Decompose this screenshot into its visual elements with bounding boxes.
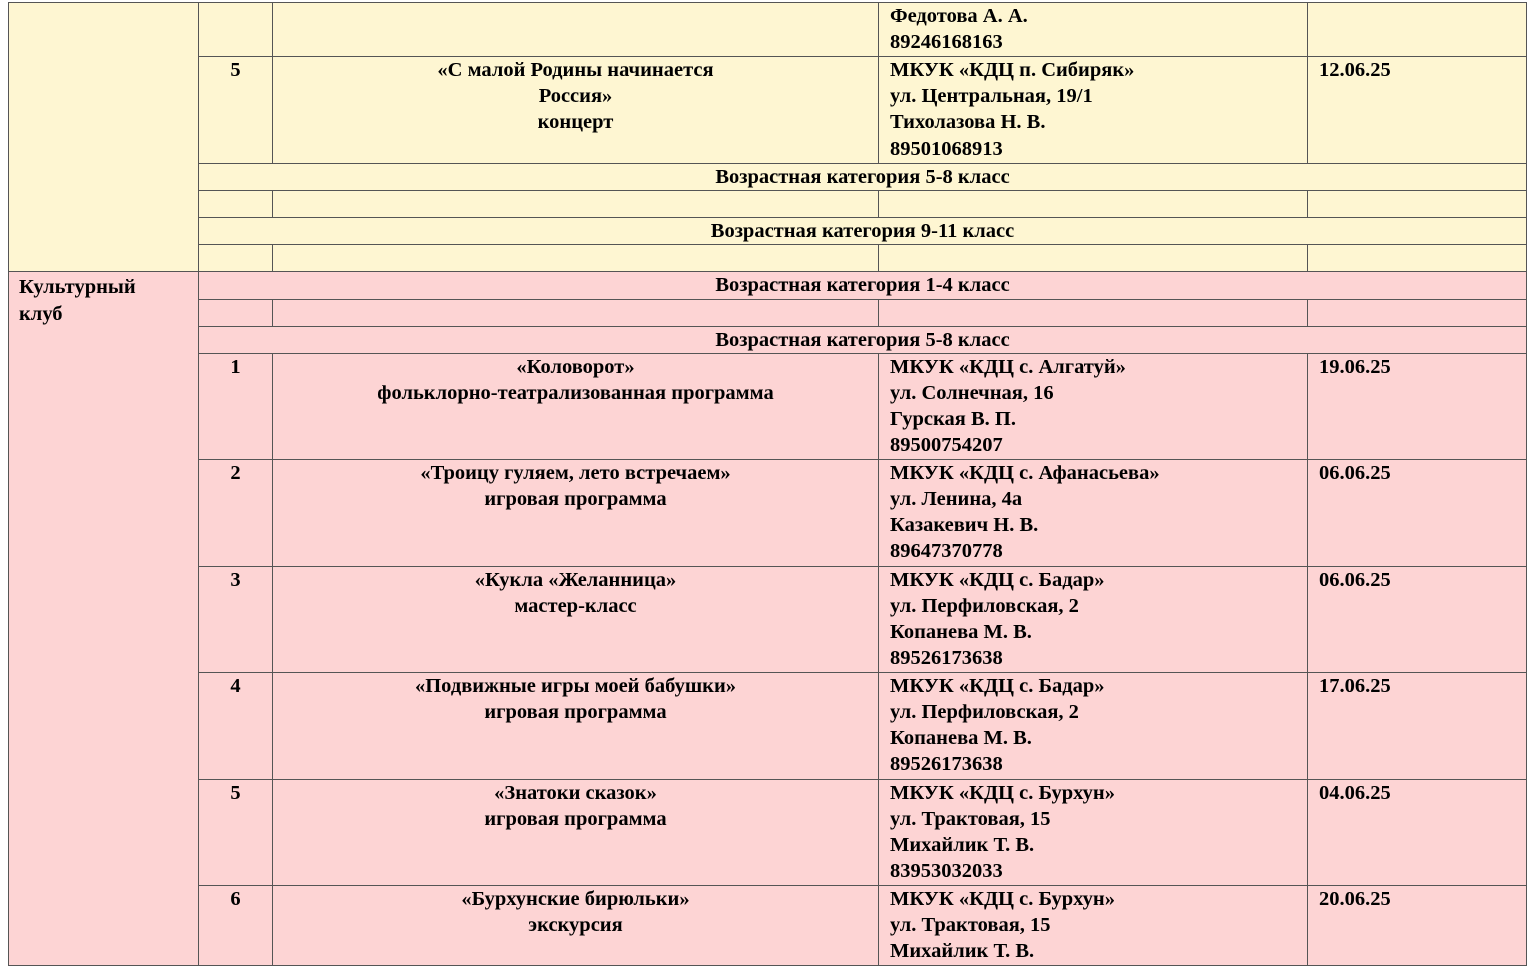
empty-row [9, 191, 1527, 218]
section-cell-previous [9, 3, 199, 272]
venue-line: ул. Солнечная, 16 [890, 382, 1054, 405]
table-row [9, 885, 1527, 965]
event-title-cell [273, 885, 879, 965]
venue-line: Тихолазова Н. В. [890, 111, 1046, 134]
row-number: 3 [199, 566, 273, 672]
event-type-line: игровая программа [484, 808, 667, 831]
section-cell-cultural-club [9, 272, 199, 965]
venue-cell [879, 353, 1308, 459]
table-row [9, 459, 1527, 566]
empty-cell [1308, 245, 1527, 272]
event-title-line: «Бурхунские бирюльки» [461, 887, 690, 910]
row-number: 2 [199, 459, 273, 566]
empty-cell [1308, 191, 1527, 218]
venue-line: 89526173638 [890, 647, 1003, 670]
venue-cell [879, 3, 1308, 57]
age-category-heading: Возрастная категория 1-4 класс [199, 272, 1527, 299]
venue-line: МКУК «КДЦ с. Бадар» [890, 568, 1105, 591]
venue-cell [879, 885, 1308, 965]
venue-line: 89501068913 [890, 137, 1003, 160]
venue-line: ул. Центральная, 19/1 [890, 85, 1093, 108]
table-row [9, 566, 1527, 672]
event-date: 04.06.25 [1308, 779, 1527, 885]
event-type-line: концерт [537, 111, 614, 134]
events-table [8, 2, 1527, 966]
venue-line: Михайлик Т. В. [890, 834, 1035, 857]
event-date: 19.06.25 [1308, 353, 1527, 459]
empty-cell [273, 245, 879, 272]
row-number: 6 [199, 885, 273, 965]
venue-line: МКУК «КДЦ п. Сибиряк» [890, 59, 1135, 81]
event-title-cell [273, 672, 879, 779]
category-row [9, 272, 1527, 299]
empty-cell [1308, 299, 1527, 326]
event-type-line: игровая программа [484, 488, 667, 511]
age-category-heading: Возрастная категория 5-8 класс [199, 326, 1527, 353]
event-title-line: «Подвижные игры моей бабушки» [414, 674, 737, 697]
category-row [9, 218, 1527, 245]
empty-row [9, 245, 1527, 272]
empty-row [9, 299, 1527, 326]
venue-line: Гурская В. П. [890, 408, 1016, 431]
event-date: 17.06.25 [1308, 672, 1527, 779]
empty-cell [879, 245, 1308, 272]
table-row [9, 3, 1527, 57]
venue-line: Копанева М. В. [890, 621, 1032, 644]
category-row [9, 164, 1527, 191]
row-number: 5 [199, 57, 273, 164]
venue-line: 89526173638 [890, 753, 1003, 776]
event-type-line: игровая программа [484, 701, 667, 724]
event-title-line: «Троицу гуляем, лето встречаем» [420, 461, 731, 484]
empty-cell [879, 191, 1308, 218]
venue-cell [879, 672, 1308, 779]
event-date: 12.06.25 [1308, 57, 1527, 164]
empty-cell [273, 299, 879, 326]
venue-line: ул. Перфиловская, 2 [890, 701, 1079, 724]
age-category-heading: Возрастная категория 9-11 класс [199, 218, 1527, 245]
event-title-cell [273, 779, 879, 885]
venue-line: МКУК «КДЦ с. Бурхун» [890, 781, 1115, 804]
event-type-line: фольклорно-театрализованная программа [377, 382, 774, 405]
section-label-line: Культурный [19, 276, 136, 299]
event-title-line: «Кукла «Желанница» [474, 568, 677, 591]
table-row [9, 353, 1527, 459]
venue-line: 83953032033 [890, 860, 1003, 883]
event-date: 06.06.25 [1308, 459, 1527, 566]
venue-line: 89500754207 [890, 434, 1003, 457]
event-title-line: «Знатоки сказок» [494, 781, 657, 804]
event-date: 06.06.25 [1308, 566, 1527, 672]
venue-cell [879, 566, 1308, 672]
venue-line: МКУК «КДЦ с. Бурхун» [890, 887, 1115, 910]
empty-cell [199, 191, 273, 218]
event-date: 20.06.25 [1308, 885, 1527, 965]
venue-line: 89647370778 [890, 540, 1003, 563]
row-number [199, 3, 273, 57]
venue-line: МКУК «КДЦ с. Афанасьева» [890, 461, 1160, 484]
empty-cell [273, 191, 879, 218]
event-title-cell [273, 3, 879, 57]
event-title-line: «С малой Родины начинается [437, 59, 714, 81]
row-number: 4 [199, 672, 273, 779]
venue-line: ул. Ленина, 4а [890, 488, 1023, 511]
venue-line: Казакевич Н. В. [890, 514, 1039, 537]
venue-line: ул. Перфиловская, 2 [890, 595, 1079, 618]
empty-cell [199, 245, 273, 272]
venue-cell [879, 779, 1308, 885]
venue-line: ул. Трактовая, 15 [890, 808, 1051, 831]
table-row [9, 57, 1527, 164]
row-number: 5 [199, 779, 273, 885]
empty-cell [879, 299, 1308, 326]
table-row [9, 779, 1527, 885]
empty-cell [199, 299, 273, 326]
venue-line: ул. Трактовая, 15 [890, 914, 1051, 937]
venue-line: Михайлик Т. В. [890, 940, 1035, 963]
event-title-cell [273, 459, 879, 566]
event-date [1308, 3, 1527, 57]
event-title-cell [273, 353, 879, 459]
event-type-line: экскурсия [528, 914, 623, 937]
category-row [9, 326, 1527, 353]
section-label-line: клуб [19, 302, 63, 325]
venue-line: Федотова А. А. [890, 5, 1028, 27]
event-type-line: мастер-класс [514, 595, 637, 618]
table-row [9, 672, 1527, 779]
row-number: 1 [199, 353, 273, 459]
event-title-line: Россия» [538, 85, 613, 108]
venue-line: 89246168163 [890, 31, 1003, 54]
venue-cell [879, 459, 1308, 566]
venue-cell [879, 57, 1308, 164]
event-title-cell [273, 566, 879, 672]
venue-line: МКУК «КДЦ с. Алгатуй» [890, 355, 1126, 378]
age-category-heading: Возрастная категория 5-8 класс [199, 164, 1527, 191]
event-title-cell [273, 57, 879, 164]
event-title-line: «Коловорот» [516, 355, 635, 378]
venue-line: МКУК «КДЦ с. Бадар» [890, 674, 1105, 697]
venue-line: Копанева М. В. [890, 727, 1032, 750]
